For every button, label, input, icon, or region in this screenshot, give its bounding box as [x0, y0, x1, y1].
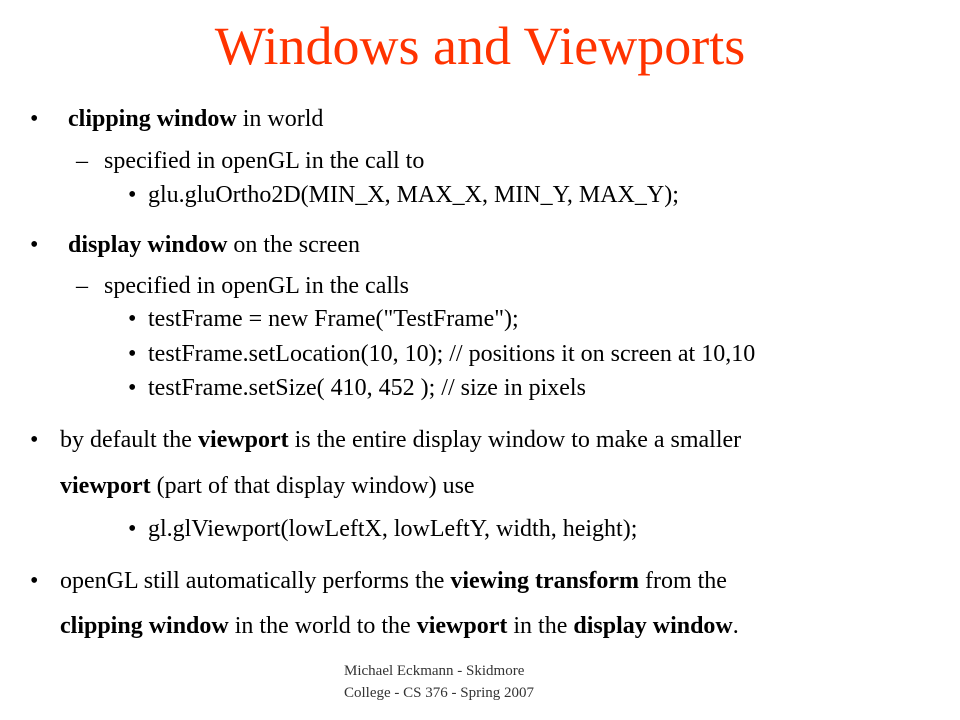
bullet-viewing-transform-line2: clipping window in the world to the viewport in the display window. [60, 613, 739, 639]
term-viewport: viewport [197, 427, 289, 453]
term-display-window: display window [68, 232, 228, 258]
bullet-viewport-default-line2: viewport (part of that display window) use [60, 473, 475, 499]
slide-footer: Michael Eckmann - Skidmore College - CS 376 - Spring 2007 [344, 663, 534, 701]
term-clipping-window: clipping window [68, 106, 237, 132]
term-viewport-2: viewport [60, 473, 151, 499]
term-viewing-transform: viewing transform [450, 568, 639, 594]
slide-title: Windows and Viewports [214, 16, 746, 76]
